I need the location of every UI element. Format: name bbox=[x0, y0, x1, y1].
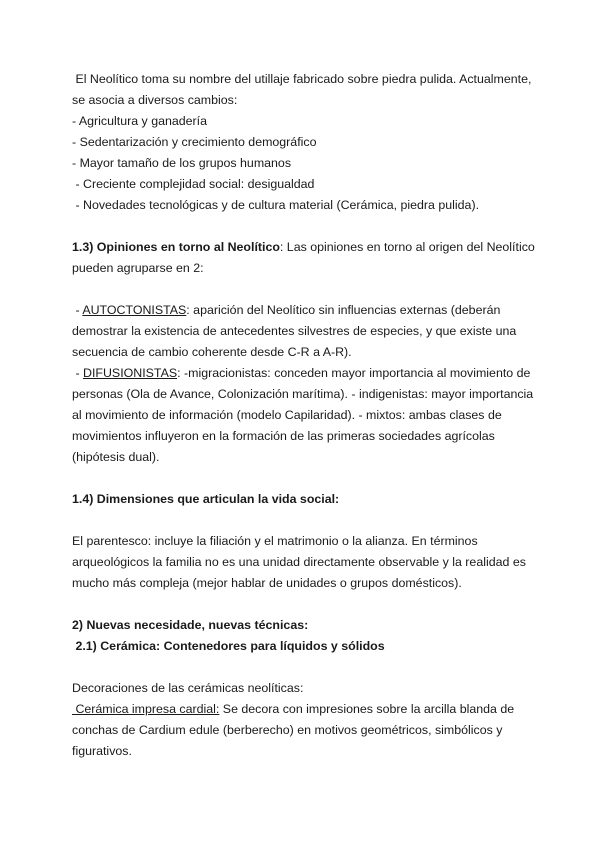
decoraciones-line-3: conchas de Cardium edule (berberecho) en motivos geométricos, simbólicos y bbox=[72, 723, 503, 737]
paragraph-text: : -migracionistas: conceden mayor importancia al movimiento de bbox=[177, 366, 531, 380]
term-autoctonistas: AUTOCTONISTAS bbox=[82, 303, 187, 317]
difusionistas-line-1 bbox=[72, 363, 530, 384]
paragraph-text: Se decora con impresiones sobre la arcilla blanda de bbox=[219, 702, 515, 716]
decoraciones-line-1: Decoraciones de las cerámicas neolíticas: bbox=[72, 681, 304, 695]
opiniones-heading-line bbox=[72, 237, 535, 258]
dimensiones-line-2: arqueológicos la familia no es una unidad directamente observable y la realidad es bbox=[72, 555, 526, 569]
term-ceramica-cardial: Cerámica impresa cardial: bbox=[72, 702, 220, 716]
intro-line-1: El Neolítico toma su nombre del utillaje fabricado sobre piedra pulida. Actualmente, bbox=[72, 72, 532, 86]
decoraciones-line-2 bbox=[72, 699, 514, 720]
autoctonistas-line-3: secuencia de cambio coherente desde C-R a A-R). bbox=[72, 345, 352, 359]
intro-bullet-5: - Novedades tecnológicas y de cultura material (Cerámica, piedra pulida). bbox=[72, 198, 480, 212]
autoctonistas-line-2: demostrar la existencia de antecedentes silvestres de especies, y que existe una bbox=[72, 324, 517, 338]
difusionistas-line-5: (hipótesis dual). bbox=[72, 450, 160, 464]
dimensiones-line-1: El parentesco: incluye la filiación y el matrimonio o la alianza. En términos bbox=[72, 534, 478, 548]
paragraph-text: : aparición del Neolítico sin influencias externas (deberán bbox=[186, 303, 501, 317]
ceramica-subheading: 2.1) Cerámica: Contenedores para líquidos y sólidos bbox=[72, 639, 385, 653]
intro-line-2: se asocia a diversos cambios: bbox=[72, 93, 238, 107]
dimensiones-line-3: mucho más compleja (mejor hablar de unidades o grupos domésticos). bbox=[72, 576, 462, 590]
decoraciones-line-4: figurativos. bbox=[72, 744, 132, 758]
intro-bullet-3: - Mayor tamaño de los grupos humanos bbox=[72, 156, 292, 170]
nuevas-heading: 2) Nuevas necesidade, nuevas técnicas: bbox=[72, 618, 309, 632]
section-heading: 1.3) Opiniones en torno al Neolítico bbox=[72, 240, 280, 254]
term-difusionistas: DIFUSIONISTAS bbox=[83, 366, 178, 380]
intro-bullet-4: - Creciente complejidad social: desigualdad bbox=[72, 177, 315, 191]
paragraph-text: : Las opiniones en torno al origen del Neolítico bbox=[279, 240, 535, 254]
bullet-prefix: - bbox=[72, 366, 84, 380]
intro-bullet-2: - Sedentarización y crecimiento demográfico bbox=[72, 135, 317, 149]
autoctonistas-line-1 bbox=[72, 300, 500, 321]
bullet-prefix: - bbox=[72, 303, 83, 317]
difusionistas-line-4: movimientos influyeron en la formación de las primeras sociedades agrícolas bbox=[72, 429, 495, 443]
dimensiones-heading: 1.4) Dimensiones que articulan la vida social: bbox=[72, 492, 340, 506]
difusionistas-line-3: al movimiento de información (modelo Capilaridad). - mixtos: ambas clases de bbox=[72, 408, 502, 422]
opiniones-line-2: pueden agruparse en 2: bbox=[72, 261, 204, 275]
difusionistas-line-2: personas (Ola de Avance, Colonización marítima). - indigenistas: mayor importancia bbox=[72, 387, 534, 401]
intro-bullet-1: - Agricultura y ganadería bbox=[72, 114, 207, 128]
